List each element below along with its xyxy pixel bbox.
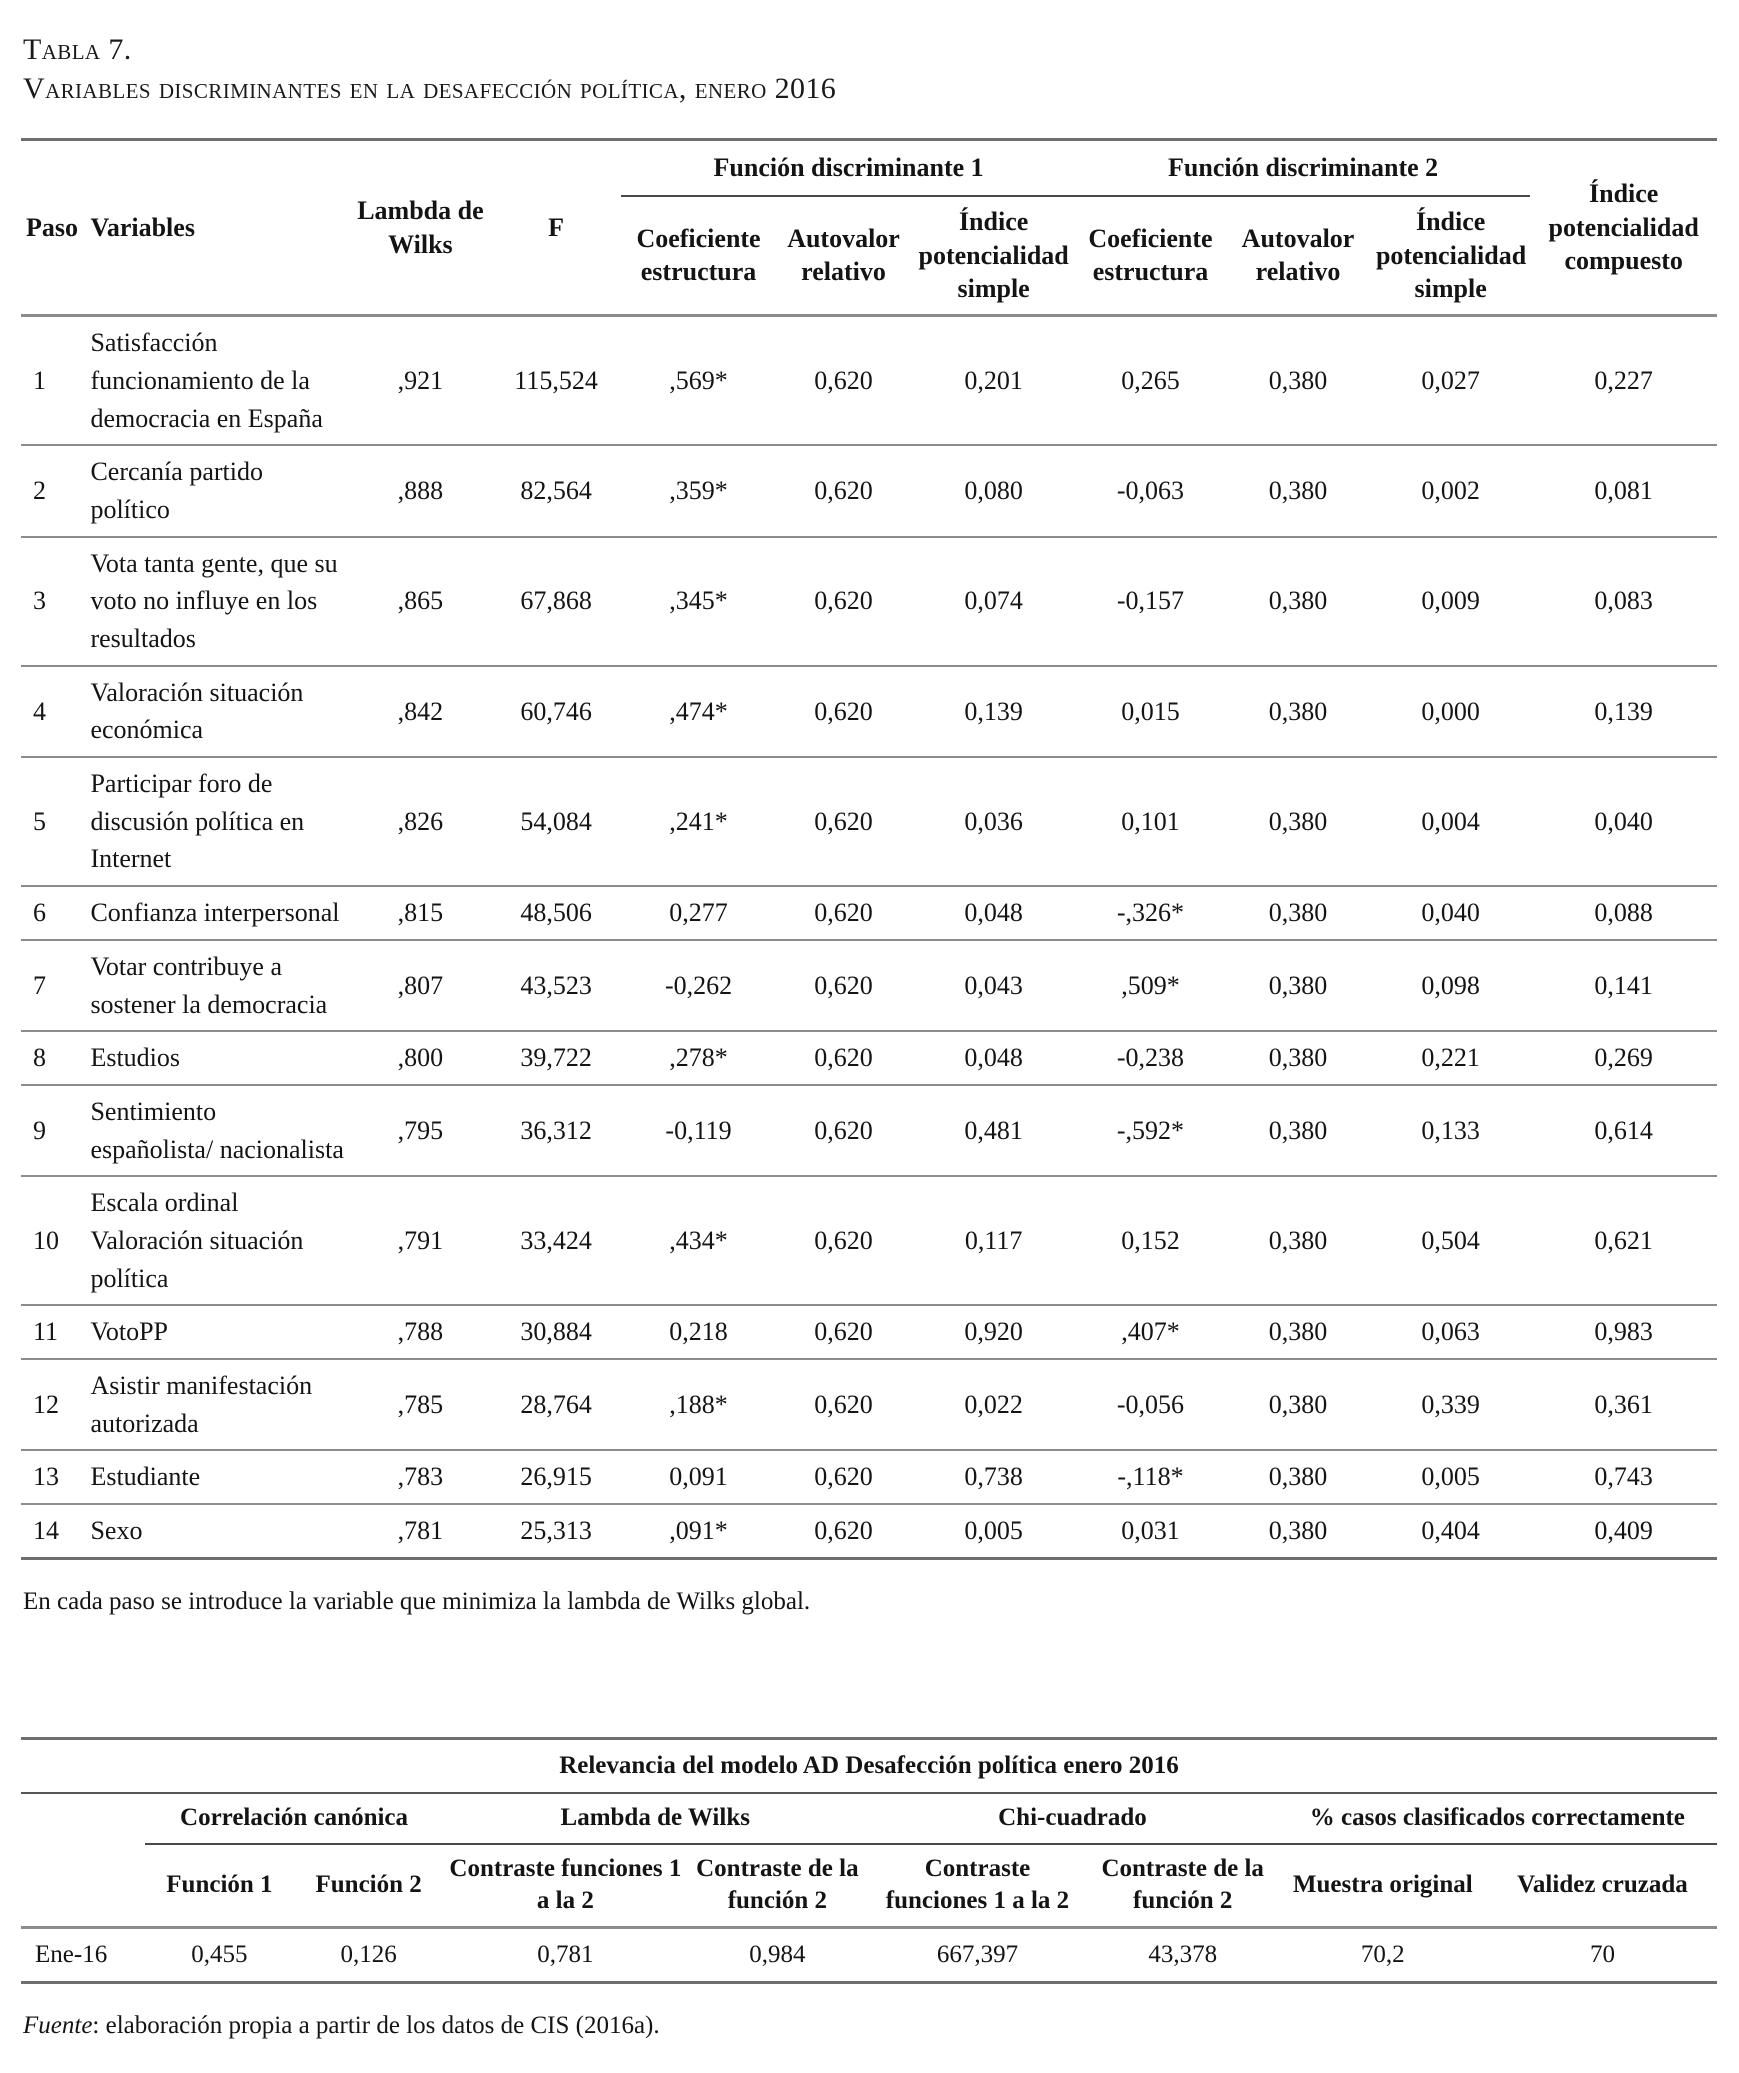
- cell-ips1: 0,036: [911, 757, 1076, 886]
- table1-row: [21, 445, 1717, 536]
- cell-paso: 11: [21, 1305, 85, 1359]
- cell-paso: 3: [21, 537, 85, 666]
- subheader-funcion-1: Función 1: [145, 1844, 294, 1928]
- cell-f: 54,084: [491, 757, 622, 886]
- cell-f: 33,424: [491, 1176, 622, 1305]
- cell-ips2: 0,504: [1371, 1176, 1530, 1305]
- table1-row: [21, 316, 1717, 446]
- cell-ips2: 0,004: [1371, 757, 1530, 886]
- cell-cs1: ,188*: [621, 1359, 775, 1450]
- cell-ar1: 0,620: [776, 1504, 912, 1558]
- cell-cs2: 0,031: [1076, 1504, 1225, 1558]
- subheader-muestra-original: Muestra original: [1278, 1844, 1488, 1928]
- cell-f: 82,564: [491, 445, 622, 536]
- cell-ar1: 0,620: [776, 1085, 912, 1176]
- cell-ipc: 0,269: [1530, 1031, 1717, 1085]
- cell-paso: 1: [21, 316, 85, 446]
- cell-ipc: 0,141: [1530, 940, 1717, 1031]
- cell-paso: 10: [21, 1176, 85, 1305]
- cell-cs2: -,118*: [1076, 1450, 1225, 1504]
- cell-ar1: 0,620: [776, 1176, 912, 1305]
- cell-ar2: 0,380: [1225, 886, 1371, 940]
- cell-ipc: 0,088: [1530, 886, 1717, 940]
- header-lambda-wilks: Lambda de Wilks: [350, 140, 491, 316]
- cell-f: 30,884: [491, 1305, 622, 1359]
- cell-lambda: ,921: [350, 316, 491, 446]
- cell-ar2: 0,380: [1225, 1305, 1371, 1359]
- cell-cs2: -,592*: [1076, 1085, 1225, 1176]
- table-title-block: [23, 30, 1717, 108]
- cell-ips2: 0,005: [1371, 1450, 1530, 1504]
- cell-ar2: 0,380: [1225, 537, 1371, 666]
- table1-row: [21, 1031, 1717, 1085]
- header-coeficiente-estructura-f1: Coeficiente estructura: [621, 196, 775, 316]
- cell-f: 43,523: [491, 940, 622, 1031]
- cell-ar1: 0,620: [776, 1450, 912, 1504]
- cell-ipc: 0,227: [1530, 316, 1717, 446]
- cell-cs2: -,326*: [1076, 886, 1225, 940]
- header-indice-potencialidad-simple-f2: Índice potencialidad simple: [1371, 196, 1530, 316]
- header-autovalor-relativo-f2: Autovalor relativo: [1225, 196, 1371, 316]
- cell-paso: 9: [21, 1085, 85, 1176]
- source-text: : elaboración propia a partir de los datos de CIS (2016a).: [92, 2012, 660, 2040]
- cell-lambda: ,826: [350, 757, 491, 886]
- cell-paso: 5: [21, 757, 85, 886]
- cell-f: 67,868: [491, 537, 622, 666]
- cell-cs2: -0,056: [1076, 1359, 1225, 1450]
- cell-cs2: 0,265: [1076, 316, 1225, 446]
- discriminant-variables-table: [21, 138, 1717, 1560]
- table-number: Tabla 7.: [23, 33, 132, 66]
- header-indice-potencialidad-simple-f1: Índice potencialidad simple: [911, 196, 1076, 316]
- table1-row: [21, 537, 1717, 666]
- group-lambda-wilks: Lambda de Wilks: [443, 1793, 867, 1844]
- cell-variable: Estudios: [85, 1031, 350, 1085]
- cell-lambda: ,865: [350, 537, 491, 666]
- subheader-lw-contraste-funciones-1-a-2: Contraste funciones 1 a la 2: [443, 1844, 687, 1928]
- cell-variable: Participar foro de discusión política en Internet: [85, 757, 350, 886]
- cell-ips2: 0,040: [1371, 886, 1530, 940]
- cell-ips1: 0,074: [911, 537, 1076, 666]
- cell-ar2: 0,380: [1225, 316, 1371, 446]
- cell-variable: Sentimiento españolista/ nacionalista: [85, 1085, 350, 1176]
- cell-ar1: 0,620: [776, 316, 912, 446]
- cell-f: 60,746: [491, 666, 622, 757]
- cell-cs2: -0,063: [1076, 445, 1225, 536]
- cell-variable: Vota tanta gente, que su voto no influye en los resultados: [85, 537, 350, 666]
- subheader-funcion-2: Función 2: [294, 1844, 443, 1928]
- header-indice-potencialidad-compuesto: Índice potencialidad compuesto: [1530, 140, 1717, 316]
- cell-ipc: 0,139: [1530, 666, 1717, 757]
- cell-ipc: 0,743: [1530, 1450, 1717, 1504]
- cell-ips2: 0,404: [1371, 1504, 1530, 1558]
- cell-ips1: 0,139: [911, 666, 1076, 757]
- cell-cs1: ,345*: [621, 537, 775, 666]
- cell-ips2: 0,063: [1371, 1305, 1530, 1359]
- cell-cs2: 0,152: [1076, 1176, 1225, 1305]
- table1-row: [21, 757, 1717, 886]
- table1-row: [21, 1085, 1717, 1176]
- cell-paso: 12: [21, 1359, 85, 1450]
- cell-muestra-original: 70,2: [1278, 1927, 1488, 1983]
- cell-lambda: ,785: [350, 1359, 491, 1450]
- subheader-lw-contraste-funcion-2: Contraste de la función 2: [687, 1844, 867, 1928]
- header-f: F: [491, 140, 622, 316]
- cell-f: 39,722: [491, 1031, 622, 1085]
- cell-ipc: 0,081: [1530, 445, 1717, 536]
- group-casos-clasificados: % casos clasificados correctamente: [1278, 1793, 1717, 1844]
- corner-cell: [21, 1793, 145, 1927]
- cell-ips1: 0,738: [911, 1450, 1076, 1504]
- cell-variable: Asistir manifestación autorizada: [85, 1359, 350, 1450]
- cell-ar1: 0,620: [776, 940, 912, 1031]
- cell-ar2: 0,380: [1225, 445, 1371, 536]
- source-prefix: Fuente: [23, 2012, 93, 2040]
- cell-ar1: 0,620: [776, 757, 912, 886]
- cell-ipc: 0,409: [1530, 1504, 1717, 1558]
- cell-ar2: 0,380: [1225, 1031, 1371, 1085]
- cell-variable: Cercanía partido político: [85, 445, 350, 536]
- cell-ips2: 0,002: [1371, 445, 1530, 536]
- cell-paso: 4: [21, 666, 85, 757]
- cell-cs1: ,278*: [621, 1031, 775, 1085]
- cell-cs2: ,407*: [1076, 1305, 1225, 1359]
- header-coeficiente-estructura-f2: Coeficiente estructura: [1076, 196, 1225, 316]
- table1-body: [21, 316, 1717, 1559]
- table1-row: [21, 1176, 1717, 1305]
- cell-cs2: ,509*: [1076, 940, 1225, 1031]
- cell-ipc: 0,083: [1530, 537, 1717, 666]
- cell-cs1: 0,091: [621, 1450, 775, 1504]
- cell-ips1: 0,481: [911, 1085, 1076, 1176]
- cell-f: 28,764: [491, 1359, 622, 1450]
- cell-ips1: 0,022: [911, 1359, 1076, 1450]
- subheader-validez-cruzada: Validez cruzada: [1488, 1844, 1717, 1928]
- cell-ips1: 0,920: [911, 1305, 1076, 1359]
- cell-variable: Estudiante: [85, 1450, 350, 1504]
- cell-validez-cruzada: 70: [1488, 1927, 1717, 1983]
- cell-cs1: 0,277: [621, 886, 775, 940]
- cell-ar1: 0,620: [776, 537, 912, 666]
- cell-variable: VotoPP: [85, 1305, 350, 1359]
- table1-row: [21, 1359, 1717, 1450]
- cell-f: 115,524: [491, 316, 622, 446]
- cell-ipc: 0,040: [1530, 757, 1717, 886]
- cell-lambda: ,888: [350, 445, 491, 536]
- cell-lambda: ,783: [350, 1450, 491, 1504]
- cell-lambda-contraste-1-a-2: 0,781: [443, 1927, 687, 1983]
- cell-lambda: ,788: [350, 1305, 491, 1359]
- cell-cs2: -0,238: [1076, 1031, 1225, 1085]
- cell-cs1: ,569*: [621, 316, 775, 446]
- cell-cs1: -0,119: [621, 1085, 775, 1176]
- model-relevance-title: Relevancia del modelo AD Desafección política enero 2016: [21, 1738, 1717, 1793]
- cell-cs1: 0,218: [621, 1305, 775, 1359]
- cell-paso: 7: [21, 940, 85, 1031]
- table1-row: [21, 940, 1717, 1031]
- cell-ips1: 0,048: [911, 886, 1076, 940]
- source-note: [23, 2008, 1717, 2043]
- subheader-chi-contraste-funciones-1-a-2: Contraste funciones 1 a la 2: [867, 1844, 1087, 1928]
- cell-paso: 6: [21, 886, 85, 940]
- cell-paso: 14: [21, 1504, 85, 1558]
- cell-paso: 13: [21, 1450, 85, 1504]
- cell-ips2: 0,027: [1371, 316, 1530, 446]
- cell-chi-contraste-funcion-2: 43,378: [1088, 1927, 1278, 1983]
- table1-row: [21, 1305, 1717, 1359]
- cell-cs2: 0,015: [1076, 666, 1225, 757]
- cell-ips1: 0,117: [911, 1176, 1076, 1305]
- cell-f: 26,915: [491, 1450, 622, 1504]
- cell-ips2: 0,098: [1371, 940, 1530, 1031]
- table1-row: [21, 1504, 1717, 1558]
- cell-variable: Satisfacción funcionamiento de la democracia en España: [85, 316, 350, 446]
- table1-row: [21, 1450, 1717, 1504]
- header-variables: Variables: [85, 140, 350, 316]
- group-chi-cuadrado: Chi-cuadrado: [867, 1793, 1277, 1844]
- cell-f: 48,506: [491, 886, 622, 940]
- table-footnote: En cada paso se introduce la variable que minimiza la lambda de Wilks global.: [23, 1587, 811, 1615]
- cell-cs1: ,359*: [621, 445, 775, 536]
- group-correlacion-canonica: Correlación canónica: [145, 1793, 443, 1844]
- cell-ar2: 0,380: [1225, 1085, 1371, 1176]
- cell-ips2: 0,221: [1371, 1031, 1530, 1085]
- cell-ar1: 0,620: [776, 666, 912, 757]
- cell-cs1: ,474*: [621, 666, 775, 757]
- cell-cs1: ,241*: [621, 757, 775, 886]
- cell-cs1: ,434*: [621, 1176, 775, 1305]
- cell-cs2: 0,101: [1076, 757, 1225, 886]
- cell-ipc: 0,361: [1530, 1359, 1717, 1450]
- cell-ipc: 0,621: [1530, 1176, 1717, 1305]
- table1-row: [21, 886, 1717, 940]
- subheader-chi-contraste-funcion-2: Contraste de la función 2: [1088, 1844, 1278, 1928]
- cell-ipc: 0,614: [1530, 1085, 1717, 1176]
- cell-ar1: 0,620: [776, 1031, 912, 1085]
- cell-ar1: 0,620: [776, 445, 912, 536]
- header-autovalor-relativo-f1: Autovalor relativo: [776, 196, 912, 316]
- cell-ar1: 0,620: [776, 886, 912, 940]
- cell-ar2: 0,380: [1225, 1450, 1371, 1504]
- header-funcion-discriminante-2: Función discriminante 2: [1076, 140, 1531, 196]
- cell-ips1: 0,005: [911, 1504, 1076, 1558]
- cell-ar2: 0,380: [1225, 1359, 1371, 1450]
- table1-row: [21, 666, 1717, 757]
- cell-ar2: 0,380: [1225, 940, 1371, 1031]
- cell-ips1: 0,201: [911, 316, 1076, 446]
- cell-correlacion-funcion-1: 0,455: [145, 1927, 294, 1983]
- cell-ar2: 0,380: [1225, 1176, 1371, 1305]
- model-relevance-table: [21, 1737, 1717, 1985]
- cell-periodo: Ene-16: [21, 1927, 145, 1983]
- header-funcion-discriminante-1: Función discriminante 1: [621, 140, 1076, 196]
- cell-f: 36,312: [491, 1085, 622, 1176]
- cell-ips1: 0,048: [911, 1031, 1076, 1085]
- cell-f: 25,313: [491, 1504, 622, 1558]
- cell-variable: Votar contribuye a sostener la democracia: [85, 940, 350, 1031]
- cell-ips1: 0,080: [911, 445, 1076, 536]
- cell-lambda: ,795: [350, 1085, 491, 1176]
- cell-variable: Valoración situación económica: [85, 666, 350, 757]
- cell-lambda: ,781: [350, 1504, 491, 1558]
- model-relevance-row: [21, 1927, 1717, 1983]
- cell-lambda: ,791: [350, 1176, 491, 1305]
- table-caption: Variables discriminantes en la desafección política, enero 2016: [23, 72, 837, 105]
- cell-paso: 2: [21, 445, 85, 536]
- cell-lambda: ,842: [350, 666, 491, 757]
- cell-ips2: 0,009: [1371, 537, 1530, 666]
- cell-variable: Confianza interpersonal: [85, 886, 350, 940]
- cell-ipc: 0,983: [1530, 1305, 1717, 1359]
- cell-lambda: ,800: [350, 1031, 491, 1085]
- cell-ar2: 0,380: [1225, 1504, 1371, 1558]
- cell-ips2: 0,133: [1371, 1085, 1530, 1176]
- cell-ar1: 0,620: [776, 1359, 912, 1450]
- cell-variable: Escala ordinal Valoración situación política: [85, 1176, 350, 1305]
- header-paso: Paso: [21, 140, 85, 316]
- cell-ar1: 0,620: [776, 1305, 912, 1359]
- cell-ips2: 0,339: [1371, 1359, 1530, 1450]
- cell-cs1: ,091*: [621, 1504, 775, 1558]
- cell-cs2: -0,157: [1076, 537, 1225, 666]
- cell-paso: 8: [21, 1031, 85, 1085]
- cell-lambda: ,815: [350, 886, 491, 940]
- cell-chi-contraste-1-a-2: 667,397: [867, 1927, 1087, 1983]
- cell-lambda-contraste-funcion-2: 0,984: [687, 1927, 867, 1983]
- cell-variable: Sexo: [85, 1504, 350, 1558]
- cell-correlacion-funcion-2: 0,126: [294, 1927, 443, 1983]
- cell-lambda: ,807: [350, 940, 491, 1031]
- cell-ips1: 0,043: [911, 940, 1076, 1031]
- cell-cs1: -0,262: [621, 940, 775, 1031]
- cell-ips2: 0,000: [1371, 666, 1530, 757]
- cell-ar2: 0,380: [1225, 757, 1371, 886]
- cell-ar2: 0,380: [1225, 666, 1371, 757]
